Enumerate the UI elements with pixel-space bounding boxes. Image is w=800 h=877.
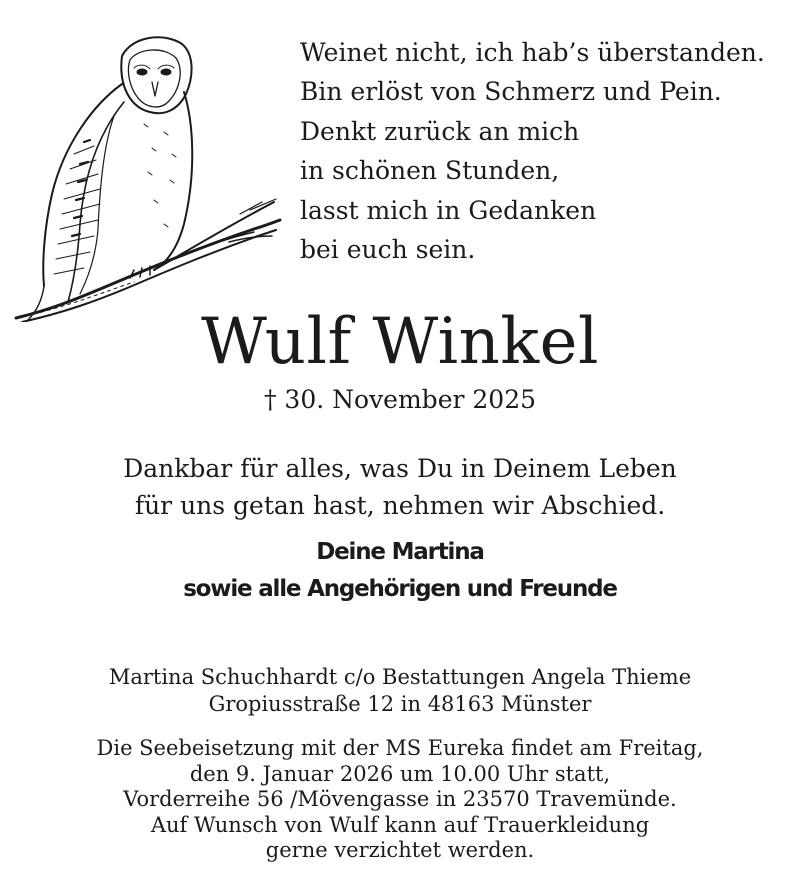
poem-line: bei euch sein.	[300, 235, 476, 265]
contact-address	[0, 664, 800, 718]
service-line: gerne verzichtet werden.	[265, 838, 535, 862]
service-line: Die Seebeisetzung mit der MS Eureka findet am Freitag,	[96, 736, 704, 760]
contact-line: Martina Schuchhardt c/o Bestattungen Angela Thieme	[108, 665, 692, 689]
contact-line: Gropiusstraße 12 in 48163 Münster	[208, 692, 592, 716]
thanks-line: Dankbar für alles, was Du in Deinem Leben	[123, 454, 677, 483]
service-line: Auf Wunsch von Wulf kann auf Trauerkleidung	[150, 812, 650, 837]
signer-line: Deine Martina	[316, 539, 484, 565]
poem-line: Weinet nicht, ich hab’s überstanden.	[300, 38, 765, 67]
signer-line: sowie alle Angehörigen und Freunde	[183, 576, 617, 602]
owl-illustration	[14, 24, 284, 322]
service-line: den 9. Januar 2026 um 10.00 Uhr statt,	[189, 761, 611, 786]
poem-line: Bin erlöst von Schmerz und Pein.	[300, 77, 722, 107]
thanks-line: für uns getan hast, nehmen wir Abschied.	[134, 490, 666, 520]
thanks-text	[0, 451, 800, 524]
poem-line: in schönen Stunden,	[300, 156, 560, 186]
death-date: † 30. November 2025	[263, 385, 537, 414]
poem-line: Denkt zurück an mich	[300, 116, 580, 146]
service-info	[0, 736, 800, 864]
poem-line: lasst mich in Gedanken	[300, 195, 597, 225]
deceased-name: Wulf Winkel	[201, 305, 599, 379]
service-line: Vorderreihe 56 /Mövengasse in 23570 Travemünde.	[123, 787, 677, 811]
signers	[0, 534, 800, 608]
poem	[300, 33, 765, 269]
